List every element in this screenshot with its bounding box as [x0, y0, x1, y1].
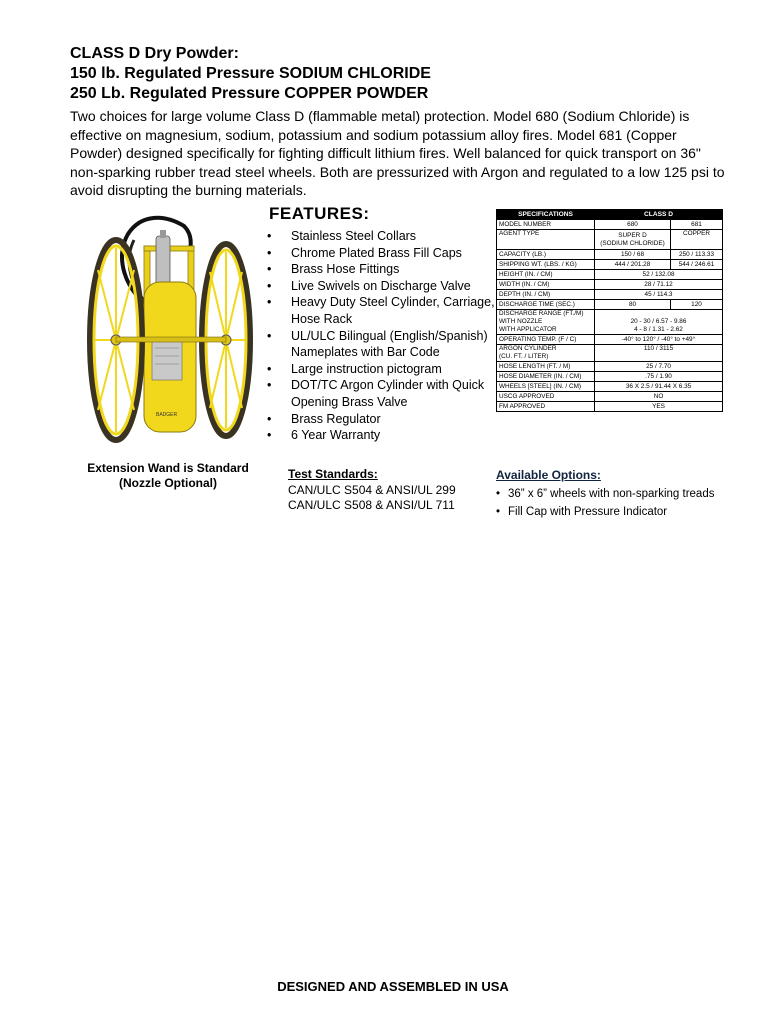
spec-row — [497, 310, 723, 335]
spec-row — [497, 362, 723, 372]
title-line-2: 150 lb. Regulated Pressure SODIUM CHLORIDE — [70, 65, 431, 82]
spec-label — [497, 345, 595, 362]
title-line-1: CLASS D Dry Powder: — [70, 45, 239, 62]
spec-label: CAPACITY (LB.) — [497, 250, 595, 260]
spec-label: OPERATING TEMP. (F / C) — [497, 335, 595, 345]
spec-value: 28 / 71.12 — [595, 280, 723, 290]
spec-label-line: DISCHARGE RANGE (FT./M) — [499, 310, 584, 317]
footer-tagline: DESIGNED AND ASSEMBLED IN USA — [277, 979, 509, 994]
spec-label-line: ARGON CYLINDER — [499, 345, 557, 352]
specifications-table — [496, 209, 723, 412]
spec-value: 681 — [671, 220, 723, 230]
options-heading: Available Options: — [496, 468, 601, 482]
spec-value: YES — [595, 402, 723, 412]
feature-item: • Stainless Steel Collars — [267, 228, 495, 245]
spec-label: HOSE LENGTH (FT. / M) — [497, 362, 595, 372]
spec-value: 444 / 201.28 — [595, 260, 671, 270]
option-item: • 36” x 6” wheels with non-sparking treads — [496, 486, 726, 503]
spec-row — [497, 290, 723, 300]
spec-value: 120 — [671, 300, 723, 310]
spec-value: .75 / 1.90 — [595, 372, 723, 382]
spec-value-line: SUPER D — [618, 231, 647, 239]
test-standard-line: CAN/ULC S508 & ANSI/UL 711 — [288, 498, 455, 512]
spec-label: DEPTH (IN. / CM) — [497, 290, 595, 300]
spec-header-right: CLASS D — [595, 210, 723, 220]
intro-paragraph: Two choices for large volume Class D (flammable metal) protection. Model 680 (Sodium Chloride) is effective on magnesium, sodium, potassium and sodium potassium alloy fires. Model 681 (Copper Powder) designed specifically for fighting difficult lithium fires. Well balanced for quick transport on 36" non-sparking rubber tread steel wheels. Both are pressurized with Argon and regulated to a low 125 psi to avoid disrupting the burning materials. — [70, 108, 725, 198]
spec-value: 80 — [595, 300, 671, 310]
spec-label-line: (CU. FT. / LITER) — [499, 353, 549, 360]
spec-value: 544 / 246.61 — [671, 260, 723, 270]
spec-row — [497, 270, 723, 280]
spec-row — [497, 230, 723, 250]
spec-header-row — [497, 210, 723, 220]
spec-row — [497, 392, 723, 402]
feature-item: • 6 Year Warranty — [267, 427, 495, 444]
title-block — [70, 44, 730, 104]
title-line-3: 250 Lb. Regulated Pressure COPPER POWDER — [70, 85, 429, 102]
spec-label: WHEELS [STEEL] (IN. / CM) — [497, 382, 595, 392]
option-item: • Fill Cap with Pressure Indicator — [496, 504, 726, 521]
spec-value: 52 / 132.08 — [595, 270, 723, 280]
spec-row — [497, 372, 723, 382]
image-caption — [76, 461, 260, 491]
spec-row — [497, 382, 723, 392]
spec-row — [497, 345, 723, 362]
spec-value: COPPER — [671, 230, 723, 250]
features-heading: FEATURES: — [269, 204, 370, 223]
spec-value: 45 / 114.3 — [595, 290, 723, 300]
spec-value: 680 — [595, 220, 671, 230]
feature-item: • Live Swivels on Discharge Valve — [267, 278, 495, 295]
spec-row — [497, 220, 723, 230]
spec-label — [497, 310, 595, 335]
spec-row — [497, 300, 723, 310]
spec-label-line: WITH APPLICATOR — [499, 326, 557, 333]
feature-item: • Heavy Duty Steel Cylinder, Carriage, Hose Rack — [267, 294, 495, 327]
spec-value: -40° to 120° / -40° to +49° — [595, 335, 723, 345]
spec-row — [497, 260, 723, 270]
feature-item: • Large instruction pictogram — [267, 361, 495, 378]
available-options — [496, 467, 726, 523]
test-standards-heading: Test Standards: — [288, 467, 378, 481]
test-standard-line: CAN/ULC S504 & ANSI/UL 299 — [288, 482, 456, 497]
spec-label: FM APPROVED — [497, 402, 595, 412]
spec-value: 25 / 7.70 — [595, 362, 723, 372]
spec-row — [497, 250, 723, 260]
spec-value: 110 / 3115 — [595, 345, 723, 362]
feature-item: • Chrome Plated Brass Fill Caps — [267, 245, 495, 262]
spec-value: 250 / 113.33 — [671, 250, 723, 260]
spec-label: DISCHARGE TIME (SEC.) — [497, 300, 595, 310]
spec-label: USCG APPROVED — [497, 392, 595, 402]
feature-item: • Brass Regulator — [267, 411, 495, 428]
fire-extinguisher-image — [86, 210, 256, 455]
spec-row — [497, 335, 723, 345]
spec-value: 36 X 2.5 / 91.44 X 6.35 — [595, 382, 723, 392]
spec-label: MODEL NUMBER — [497, 220, 595, 230]
spec-label: HOSE DIAMETER (IN. / CM) — [497, 372, 595, 382]
test-standards — [288, 467, 456, 514]
options-list — [496, 486, 726, 521]
spec-value-line: 20 - 30 / 6.57 - 9.86 — [630, 318, 687, 325]
spec-label: AGENT TYPE — [497, 230, 595, 250]
spec-value-line: 4 - 8 / 1.31 - 2.62 — [634, 326, 683, 333]
spec-value: 150 / 68 — [595, 250, 671, 260]
spec-header-left: SPECIFICATIONS — [497, 210, 595, 220]
spec-value: NO — [595, 392, 723, 402]
caption-line-1: Extension Wand is Standard — [87, 461, 249, 475]
features-list — [267, 228, 495, 444]
feature-item: • Brass Hose Fittings — [267, 261, 495, 278]
spec-row — [497, 280, 723, 290]
spec-value-line: (SODIUM CHLORIDE) — [600, 239, 665, 247]
spec-label: WIDTH (IN. / CM) — [497, 280, 595, 290]
feature-item: • DOT/TC Argon Cylinder with Quick Opening Brass Valve — [267, 377, 495, 410]
spec-value — [595, 230, 671, 250]
spec-row — [497, 402, 723, 412]
spec-label: HEIGHT (IN. / CM) — [497, 270, 595, 280]
spec-label-line: WITH NOZZLE — [499, 318, 543, 325]
caption-line-2: (Nozzle Optional) — [119, 476, 217, 490]
svg-text:BADGER: BADGER — [156, 412, 178, 418]
spec-label: SHIPPING WT. (LBS. / KG) — [497, 260, 595, 270]
spec-value — [595, 310, 723, 335]
feature-item: • UL/ULC Bilingual (English/Spanish) Nameplates with Bar Code — [267, 328, 495, 361]
